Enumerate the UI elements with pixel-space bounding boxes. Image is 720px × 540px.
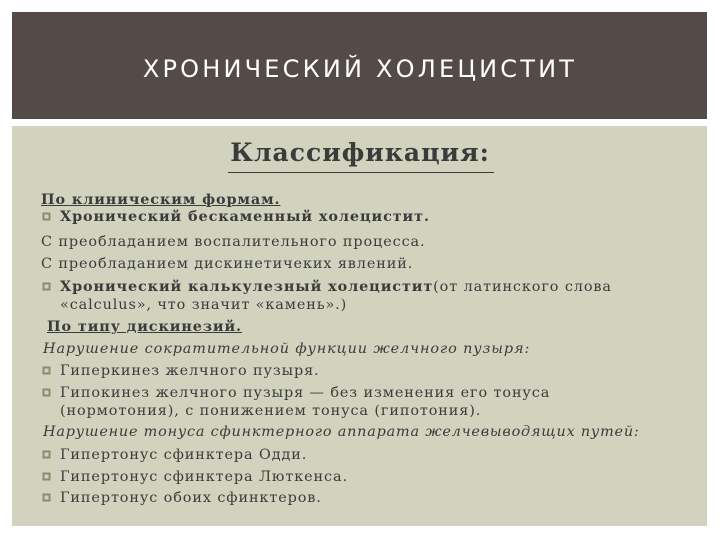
hypokinesis-item: Гипокинез желчного пузыря — без изменения его тонуса (60, 385, 551, 401)
square-bullet-icon (42, 493, 51, 502)
square-bullet-icon (42, 472, 51, 481)
calculous-rest: (от латинского слова (433, 279, 612, 295)
hyperkinesis-item: Гиперкинез желчного пузыря. (60, 363, 320, 379)
contractile-heading: Нарушение сократительной функции желчного пузыря: (43, 341, 531, 357)
slide-title: ХРОНИЧЕСКИЙ ХОЛЕЦИСТИТ (142, 55, 578, 83)
oddi-item: Гипертонус сфинктера Одди. (60, 447, 308, 463)
square-bullet-icon (42, 212, 51, 221)
subtitle-underline (228, 172, 494, 173)
dyskinetic-line: С преобладанием дискинетичеких явлений. (41, 256, 414, 272)
clinical-forms-heading: По клиническим формам. (41, 191, 281, 208)
acalculous-item: Хронический бескаменный холецистит. (60, 208, 430, 225)
sphincter-heading: Нарушение тонуса сфинктерного аппарата желчевыводящих путей: (43, 424, 640, 440)
dyskinesia-heading: По типу дискинезий. (47, 318, 242, 335)
both-sphincters-item: Гипертонус обоих сфинктеров. (60, 490, 322, 506)
hypokinesis-continuation: (нормотония), с понижением тонуса (гипотония). (60, 403, 482, 419)
square-bullet-icon (42, 450, 51, 459)
square-bullet-icon (42, 388, 51, 397)
calculous-item (60, 278, 612, 296)
inflammatory-line: С преобладанием воспалительного процесса. (41, 234, 426, 250)
calculous-continuation: «calculus», что значит «камень».) (60, 297, 348, 313)
square-bullet-icon (42, 282, 51, 291)
calculous-bold: Хронический калькулезный холецистит (60, 278, 434, 295)
lutkens-item: Гипертонус сфинктера Люткенса. (60, 469, 348, 485)
slide-subtitle: Классификация: (230, 138, 490, 167)
square-bullet-icon (42, 366, 51, 375)
